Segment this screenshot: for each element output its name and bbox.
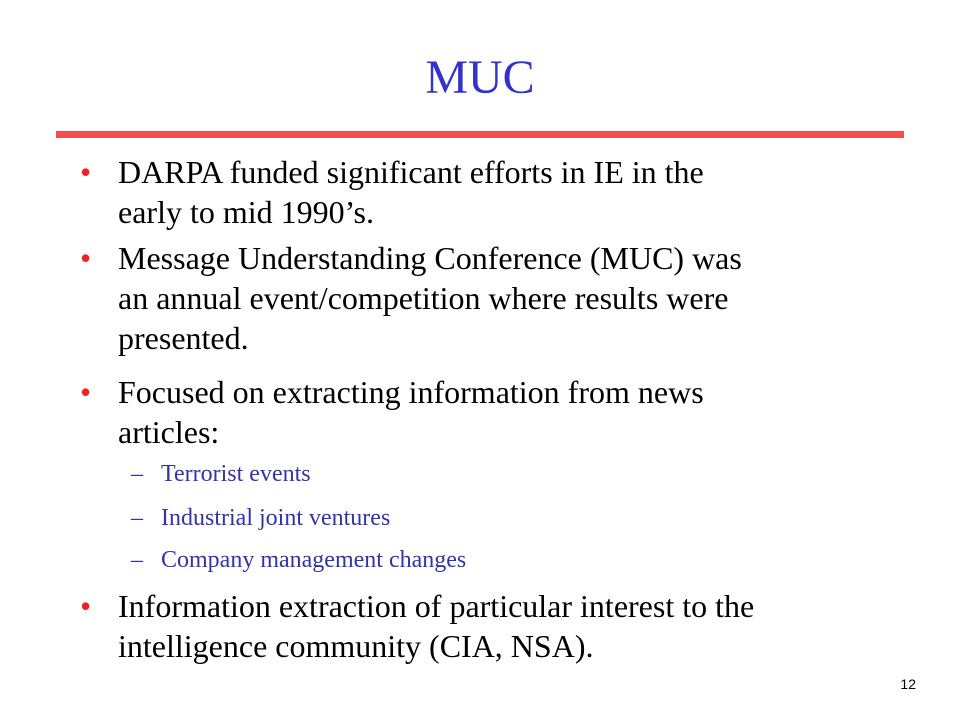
bullet-text: Focused on extracting information from news articles: xyxy=(118,374,704,450)
bullet-text: Information extraction of particular interest to the intelligence community (CIA, NSA). xyxy=(118,588,755,664)
sub-bullet-dash: – xyxy=(131,547,143,573)
bullet-glyph: • xyxy=(80,588,92,624)
bullet-text: DARPA funded significant efforts in IE in the early to mid 1990’s. xyxy=(118,154,704,230)
title-divider xyxy=(56,131,904,138)
bullet-glyph: • xyxy=(80,240,92,276)
page-number: 12 xyxy=(900,676,916,692)
sub-bullet-text: Industrial joint ventures xyxy=(161,505,391,531)
sub-bullet-text: Company management changes xyxy=(161,547,467,573)
bullet-glyph: • xyxy=(80,374,92,410)
sub-bullet-text: Terrorist events xyxy=(161,461,311,487)
sub-bullet-dash: – xyxy=(131,505,143,531)
slide-title: MUC xyxy=(425,51,535,104)
sub-bullet-dash: – xyxy=(131,461,143,487)
bullet-glyph: • xyxy=(80,154,92,190)
bullet-text: Message Understanding Conference (MUC) was an annual event/competition where results were presented. xyxy=(118,240,742,356)
